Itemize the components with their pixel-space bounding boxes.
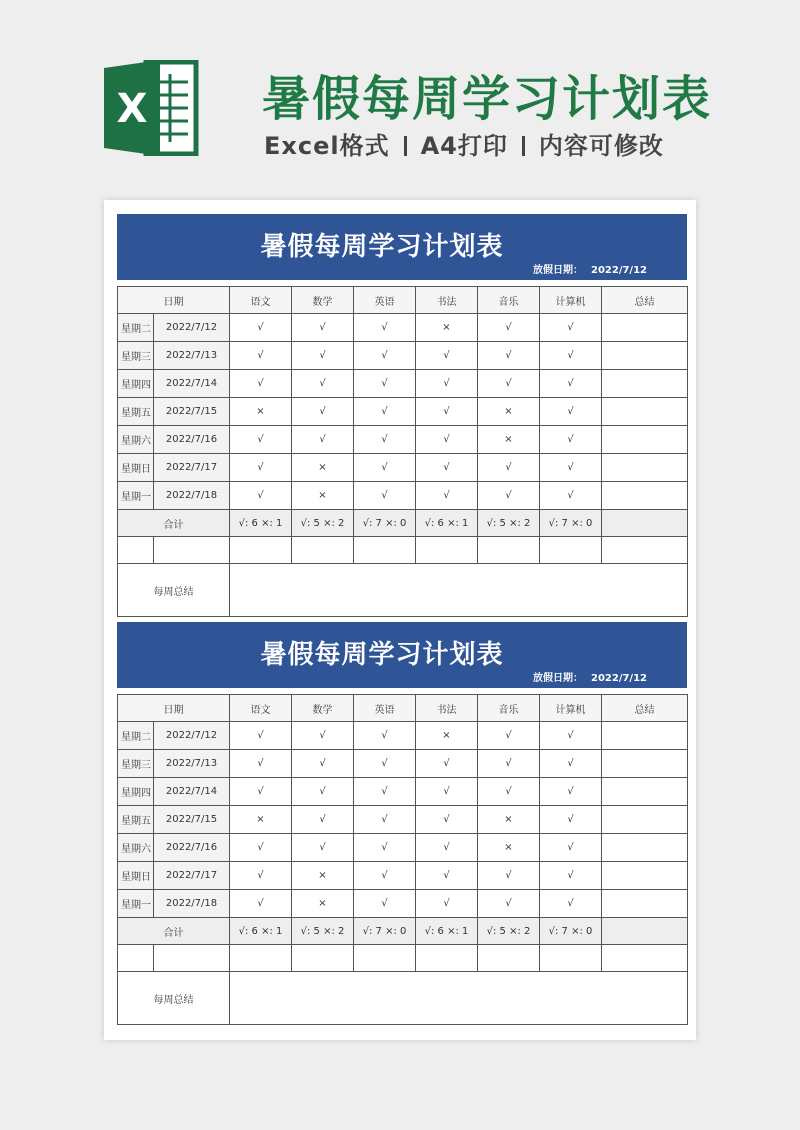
mark-cell[interactable]: √ <box>540 454 602 482</box>
day-rows <box>118 722 688 918</box>
blank-cell[interactable] <box>478 945 540 972</box>
holiday-date <box>533 261 647 276</box>
table-row <box>118 778 688 806</box>
mark-cell[interactable]: √ <box>292 750 354 778</box>
mark-cell[interactable]: √ <box>354 342 416 370</box>
mark-cell[interactable]: √ <box>416 862 478 890</box>
summary-cell[interactable] <box>602 834 688 862</box>
mark-cell[interactable]: √ <box>540 482 602 510</box>
column-header: 计算机 <box>540 287 602 314</box>
date-cell: 2022/7/14 <box>154 370 230 398</box>
mark-cell[interactable]: √ <box>478 314 540 342</box>
date-cell: 2022/7/15 <box>154 806 230 834</box>
table-row <box>118 398 688 426</box>
total-cell: √: 7 ×: 0 <box>540 918 602 945</box>
weekday-cell: 星期四 <box>118 370 154 398</box>
blank-cell[interactable] <box>118 945 154 972</box>
total-row <box>118 510 688 537</box>
summary-cell[interactable] <box>602 426 688 454</box>
summary-cell[interactable] <box>602 398 688 426</box>
blank-cell[interactable] <box>540 945 602 972</box>
weekly-summary-cell[interactable] <box>230 564 688 617</box>
subtitle-edit: 内容可修改 <box>538 132 664 160</box>
mark-cell[interactable]: √ <box>540 750 602 778</box>
mark-cell[interactable]: √ <box>292 426 354 454</box>
subtitle-separator <box>404 136 407 156</box>
mark-cell[interactable]: √ <box>230 834 292 862</box>
subtitle-format: Excel格式 <box>264 132 390 160</box>
column-header: 总结 <box>602 287 688 314</box>
total-label: 合计 <box>118 510 230 537</box>
date-cell: 2022/7/13 <box>154 342 230 370</box>
page-title: 暑假每周学习计划表 <box>262 71 713 127</box>
mark-cell[interactable]: √ <box>540 342 602 370</box>
mark-cell[interactable]: × <box>230 806 292 834</box>
summary-cell[interactable] <box>602 314 688 342</box>
summary-cell[interactable] <box>602 862 688 890</box>
column-header: 音乐 <box>478 695 540 722</box>
column-header: 数学 <box>292 695 354 722</box>
mark-cell[interactable]: √ <box>354 750 416 778</box>
table-row <box>118 342 688 370</box>
total-cell: √: 5 ×: 2 <box>478 918 540 945</box>
mark-cell[interactable]: √ <box>540 806 602 834</box>
mark-cell[interactable]: √ <box>416 778 478 806</box>
total-summary-cell[interactable] <box>602 918 688 945</box>
blank-cell[interactable] <box>478 537 540 564</box>
blank-cell[interactable] <box>154 537 230 564</box>
plan-sheet-top <box>117 214 687 617</box>
summary-cell[interactable] <box>602 482 688 510</box>
blank-cell[interactable] <box>540 537 602 564</box>
date-cell: 2022/7/15 <box>154 398 230 426</box>
sheet-title: 暑假每周学习计划表 <box>260 640 504 670</box>
sheet-banner <box>117 214 687 280</box>
mark-cell[interactable]: √ <box>292 370 354 398</box>
date-cell: 2022/7/18 <box>154 482 230 510</box>
holiday-date-value: 2022/7/12 <box>590 673 647 684</box>
mark-cell[interactable]: √ <box>292 778 354 806</box>
mark-cell[interactable]: √ <box>354 314 416 342</box>
mark-cell[interactable]: √ <box>540 314 602 342</box>
column-header: 英语 <box>354 695 416 722</box>
mark-cell[interactable]: √ <box>540 890 602 918</box>
mark-cell[interactable]: √ <box>416 398 478 426</box>
mark-cell[interactable]: × <box>292 890 354 918</box>
column-header: 语文 <box>230 695 292 722</box>
total-cell: √: 6 ×: 1 <box>416 918 478 945</box>
weekly-summary-row <box>118 972 688 1025</box>
mark-cell[interactable]: √ <box>354 890 416 918</box>
blank-row <box>118 537 688 564</box>
table-row <box>118 482 688 510</box>
total-cell: √: 7 ×: 0 <box>540 510 602 537</box>
mark-cell[interactable]: √ <box>478 370 540 398</box>
table-row <box>118 370 688 398</box>
summary-cell[interactable] <box>602 806 688 834</box>
table-row <box>118 834 688 862</box>
holiday-date-label: 放假日期： <box>532 673 583 684</box>
mark-cell[interactable]: √ <box>230 722 292 750</box>
summary-cell[interactable] <box>602 454 688 482</box>
blank-cell[interactable] <box>602 537 688 564</box>
excel-logo-icon <box>104 60 202 156</box>
weekday-cell: 星期五 <box>118 806 154 834</box>
table-row <box>118 426 688 454</box>
mark-cell[interactable]: √ <box>416 482 478 510</box>
total-cell: √: 7 ×: 0 <box>354 918 416 945</box>
summary-cell[interactable] <box>602 370 688 398</box>
mark-cell[interactable]: × <box>478 426 540 454</box>
table-header-row <box>118 695 688 722</box>
summary-cell[interactable] <box>602 342 688 370</box>
column-header: 数学 <box>292 287 354 314</box>
mark-cell[interactable]: √ <box>354 806 416 834</box>
column-header: 英语 <box>354 287 416 314</box>
mark-cell[interactable]: × <box>416 722 478 750</box>
column-header: 音乐 <box>478 287 540 314</box>
mark-cell[interactable]: √ <box>230 454 292 482</box>
weekday-cell: 星期一 <box>118 482 154 510</box>
mark-cell[interactable]: √ <box>540 862 602 890</box>
mark-cell[interactable]: √ <box>354 722 416 750</box>
date-cell: 2022/7/12 <box>154 722 230 750</box>
mark-cell[interactable]: √ <box>478 890 540 918</box>
weekday-cell: 星期六 <box>118 834 154 862</box>
blank-cell[interactable] <box>292 537 354 564</box>
table-row <box>118 454 688 482</box>
mark-cell[interactable]: √ <box>230 862 292 890</box>
summary-cell[interactable] <box>602 750 688 778</box>
mark-cell[interactable]: √ <box>230 750 292 778</box>
mark-cell[interactable]: √ <box>416 454 478 482</box>
total-cell: √: 5 ×: 2 <box>292 918 354 945</box>
mark-cell[interactable]: √ <box>230 778 292 806</box>
plan-table <box>117 286 688 617</box>
weekday-cell: 星期三 <box>118 342 154 370</box>
mark-cell[interactable]: × <box>416 314 478 342</box>
day-rows <box>118 314 688 510</box>
mark-cell[interactable]: √ <box>354 862 416 890</box>
mark-cell[interactable]: × <box>292 482 354 510</box>
blank-cell[interactable] <box>154 945 230 972</box>
date-cell: 2022/7/13 <box>154 750 230 778</box>
page-header <box>0 0 800 200</box>
table-header-row <box>118 287 688 314</box>
mark-cell[interactable]: √ <box>292 398 354 426</box>
mark-cell[interactable]: √ <box>230 370 292 398</box>
mark-cell[interactable]: √ <box>354 778 416 806</box>
date-cell: 2022/7/17 <box>154 862 230 890</box>
weekday-cell: 星期五 <box>118 398 154 426</box>
mark-cell[interactable]: √ <box>478 342 540 370</box>
table-row <box>118 722 688 750</box>
weekday-cell: 星期三 <box>118 750 154 778</box>
plan-sheet-bottom <box>117 622 687 1025</box>
total-label: 合计 <box>118 918 230 945</box>
mark-cell[interactable]: √ <box>540 834 602 862</box>
mark-cell[interactable]: √ <box>540 778 602 806</box>
mark-cell[interactable]: √ <box>478 750 540 778</box>
weekday-cell: 星期日 <box>118 862 154 890</box>
total-cell: √: 6 ×: 1 <box>230 918 292 945</box>
holiday-date-label: 放假日期： <box>532 265 583 276</box>
mark-cell[interactable]: √ <box>292 806 354 834</box>
mark-cell[interactable]: √ <box>540 398 602 426</box>
mark-cell[interactable]: √ <box>540 426 602 454</box>
mark-cell[interactable]: √ <box>230 342 292 370</box>
weekday-cell: 星期日 <box>118 454 154 482</box>
total-row <box>118 918 688 945</box>
blank-cell[interactable] <box>118 537 154 564</box>
mark-cell[interactable]: √ <box>292 834 354 862</box>
mark-cell[interactable]: × <box>292 862 354 890</box>
mark-cell[interactable]: × <box>478 398 540 426</box>
total-cell: √: 5 ×: 2 <box>292 510 354 537</box>
blank-cell[interactable] <box>354 945 416 972</box>
mark-cell[interactable]: √ <box>416 834 478 862</box>
sheet-title: 暑假每周学习计划表 <box>260 232 504 262</box>
weekly-summary-cell[interactable] <box>230 972 688 1025</box>
blank-cell[interactable] <box>230 945 292 972</box>
mark-cell[interactable]: × <box>230 398 292 426</box>
blank-cell[interactable] <box>416 537 478 564</box>
weekday-cell: 星期一 <box>118 890 154 918</box>
mark-cell[interactable]: √ <box>230 426 292 454</box>
column-header: 日期 <box>118 287 230 314</box>
total-cell: √: 6 ×: 1 <box>416 510 478 537</box>
total-summary-cell[interactable] <box>602 510 688 537</box>
weekly-summary-label: 每周总结 <box>118 564 230 617</box>
date-cell: 2022/7/17 <box>154 454 230 482</box>
blank-cell[interactable] <box>602 945 688 972</box>
blank-cell[interactable] <box>354 537 416 564</box>
mark-cell[interactable]: × <box>478 806 540 834</box>
table-row <box>118 862 688 890</box>
mark-cell[interactable]: √ <box>230 314 292 342</box>
mark-cell[interactable]: × <box>292 454 354 482</box>
blank-cell[interactable] <box>292 945 354 972</box>
weekday-cell: 星期六 <box>118 426 154 454</box>
date-cell: 2022/7/16 <box>154 834 230 862</box>
blank-cell[interactable] <box>230 537 292 564</box>
mark-cell[interactable]: × <box>478 834 540 862</box>
mark-cell[interactable]: √ <box>540 722 602 750</box>
column-header: 计算机 <box>540 695 602 722</box>
column-header: 语文 <box>230 287 292 314</box>
mark-cell[interactable]: √ <box>354 370 416 398</box>
weekly-summary-row <box>118 564 688 617</box>
date-cell: 2022/7/16 <box>154 426 230 454</box>
blank-cell[interactable] <box>416 945 478 972</box>
weekly-summary-label: 每周总结 <box>118 972 230 1025</box>
mark-cell[interactable]: √ <box>416 750 478 778</box>
mark-cell[interactable]: √ <box>416 426 478 454</box>
table-row <box>118 890 688 918</box>
mark-cell[interactable]: √ <box>230 482 292 510</box>
weekday-cell: 星期四 <box>118 778 154 806</box>
mark-cell[interactable]: √ <box>292 314 354 342</box>
mark-cell[interactable]: √ <box>416 806 478 834</box>
weekday-cell: 星期二 <box>118 314 154 342</box>
mark-cell[interactable]: √ <box>416 370 478 398</box>
sheet-banner <box>117 622 687 688</box>
mark-cell[interactable]: √ <box>354 398 416 426</box>
mark-cell[interactable]: √ <box>416 890 478 918</box>
blank-row <box>118 945 688 972</box>
date-cell: 2022/7/14 <box>154 778 230 806</box>
mark-cell[interactable]: √ <box>478 722 540 750</box>
plan-table <box>117 694 688 1025</box>
mark-cell[interactable]: √ <box>354 426 416 454</box>
total-cell: √: 6 ×: 1 <box>230 510 292 537</box>
summary-cell[interactable] <box>602 722 688 750</box>
date-cell: 2022/7/18 <box>154 890 230 918</box>
column-header: 书法 <box>416 287 478 314</box>
mark-cell[interactable]: √ <box>478 454 540 482</box>
holiday-date <box>533 669 647 684</box>
mark-cell[interactable]: √ <box>478 482 540 510</box>
document-paper <box>104 200 696 1040</box>
column-header: 书法 <box>416 695 478 722</box>
column-header: 日期 <box>118 695 230 722</box>
mark-cell[interactable]: √ <box>354 454 416 482</box>
table-row <box>118 314 688 342</box>
mark-cell[interactable]: √ <box>478 778 540 806</box>
table-row <box>118 806 688 834</box>
page-subtitle <box>264 126 664 161</box>
summary-cell[interactable] <box>602 778 688 806</box>
subtitle-print: A4打印 <box>420 132 508 160</box>
subtitle-separator <box>522 136 525 156</box>
total-cell: √: 5 ×: 2 <box>478 510 540 537</box>
summary-cell[interactable] <box>602 890 688 918</box>
mark-cell[interactable]: √ <box>478 862 540 890</box>
table-row <box>118 750 688 778</box>
mark-cell[interactable]: √ <box>292 722 354 750</box>
mark-cell[interactable]: √ <box>354 834 416 862</box>
mark-cell[interactable]: √ <box>540 370 602 398</box>
total-cell: √: 7 ×: 0 <box>354 510 416 537</box>
column-header: 总结 <box>602 695 688 722</box>
mark-cell[interactable]: √ <box>230 890 292 918</box>
mark-cell[interactable]: √ <box>354 482 416 510</box>
mark-cell[interactable]: √ <box>416 342 478 370</box>
holiday-date-value: 2022/7/12 <box>590 265 647 276</box>
mark-cell[interactable]: √ <box>292 342 354 370</box>
logo-letter: X <box>116 86 148 132</box>
date-cell: 2022/7/12 <box>154 314 230 342</box>
weekday-cell: 星期二 <box>118 722 154 750</box>
